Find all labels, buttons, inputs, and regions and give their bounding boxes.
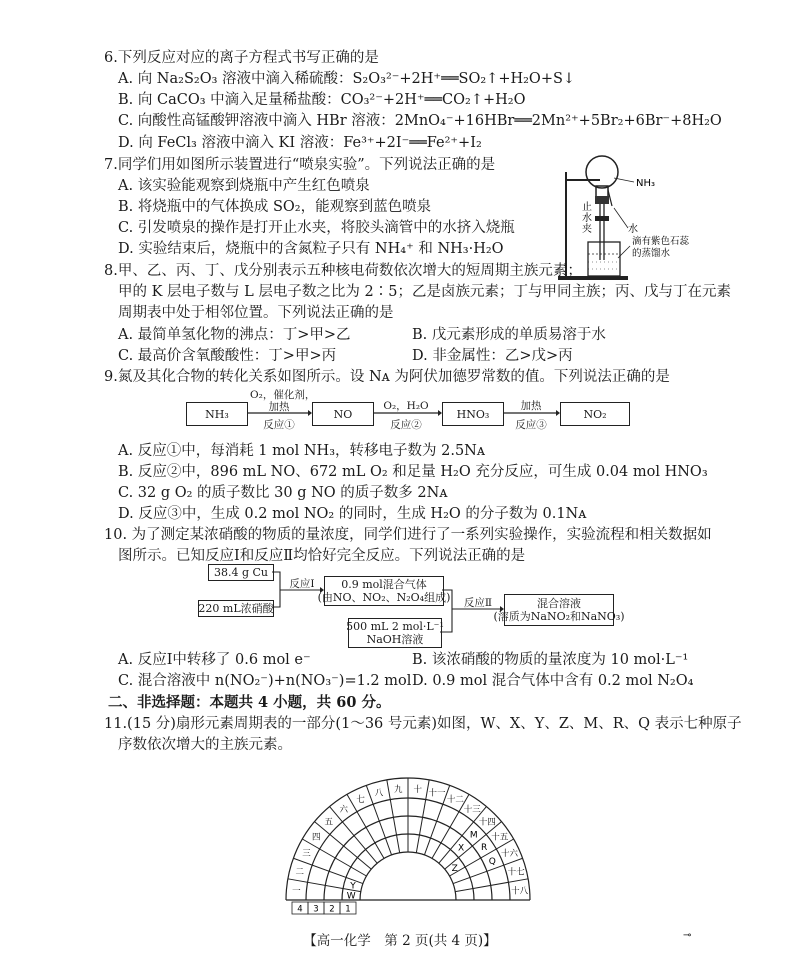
flow9-r2-bottom: 反应② xyxy=(390,419,422,431)
fig7-clamp-label-2: 水 xyxy=(582,213,592,224)
fan-period-label: 3 xyxy=(313,904,319,915)
fan-period-row xyxy=(292,902,356,915)
q6-option-d[interactable]: D. 向 FeCl₃ 溶液中滴入 KI 溶液：Fe³⁺+2I⁻══Fe²⁺+I₂ xyxy=(118,135,482,151)
flow9-r1-bottom: 反应① xyxy=(263,419,295,431)
q8-line-2: 甲的 K 层电子数与 L 层电子数之比为 2∶5；乙是卤族元素；丁与甲同主族；丙、戊与丁在元素 xyxy=(118,284,731,300)
q9-option-d[interactable]: D. 反应③中，生成 0.2 mol NO₂ 的同时，生成 H₂O 的分子数为 0.1Nᴀ xyxy=(118,506,587,522)
q6-option-c[interactable]: C. 向酸性高锰酸钾溶液中滴入 HBr 溶液：2MnO₄⁻+16HBr══2Mn²⁺+5Br₂+6Br⁻+8H₂O xyxy=(118,113,722,129)
q8-option-c[interactable]: C. 最高价含氧酸酸性：丁>甲>丙 xyxy=(118,348,337,364)
fan-group-label: 十二 xyxy=(446,794,464,805)
q6-stem: 6.下列反应对应的离子方程式书写正确的是 xyxy=(104,50,379,66)
fan-group-label: 二 xyxy=(295,867,305,878)
q10-option-d[interactable]: D. 0.9 mol 混合气体中含有 0.2 mol N₂O₄ xyxy=(412,673,694,689)
q8-option-d[interactable]: D. 非金属性：乙>戊>丙 xyxy=(412,348,573,364)
fan-element-x: X xyxy=(457,843,465,854)
q8-line-3: 周期表中处于相邻位置。下列说法正确的是 xyxy=(118,305,394,321)
corner-mark: ⊸ xyxy=(683,930,692,941)
q7-stem: 7.同学们用如图所示装置进行“喷泉实验”。下列说法正确的是 xyxy=(104,157,496,173)
q9-option-c[interactable]: C. 32 g O₂ 的质子数比 30 g NO 的质子数多 2Nᴀ xyxy=(118,485,448,501)
page-footer: 【高一化学 第 2 页(共 4 页)】 xyxy=(303,933,497,949)
fan-element-r: R xyxy=(481,843,488,854)
q10-option-a[interactable]: A. 反应Ⅰ中转移了 0.6 mol e⁻ xyxy=(118,652,311,668)
fan-element-m: M xyxy=(469,830,478,841)
q7-option-b[interactable]: B. 将烧瓶中的气体换成 SO₂，能观察到蓝色喷泉 xyxy=(118,199,432,215)
flow10-gas-line-1: 0.9 mol混合气体 xyxy=(341,578,427,591)
flow10-naoh-line-2: NaOH溶液 xyxy=(366,633,424,646)
flow9-r1-top2: 加热 xyxy=(268,401,290,413)
fan-period-label: 4 xyxy=(297,904,303,915)
fan-group-label: 九 xyxy=(393,784,403,795)
fig7-beaker-label-2: 的蒸馏水 xyxy=(632,248,671,259)
q10-option-c[interactable]: C. 混合溶液中 n(NO₂⁻)+n(NO₃⁻)=1.2 mol xyxy=(118,673,412,689)
q10-flow-diagram xyxy=(196,564,625,648)
q9-stem: 9.氮及其化合物的转化关系如图所示。设 Nᴀ 为阿伏加德罗常数的值。下列说法正确的是 xyxy=(104,369,670,385)
fan-group-label: 六 xyxy=(339,804,349,815)
fan-group-label: 十四 xyxy=(478,817,496,828)
flow10-arrows xyxy=(196,564,616,648)
q7-option-c[interactable]: C. 引发喷泉的操作是打开止水夹，将胶头滴管中的水挤入烧瓶 xyxy=(118,220,515,236)
fan-group-label: 五 xyxy=(324,817,334,828)
q11-line-2: 序数依次增大的主族元素。 xyxy=(118,737,292,753)
fan-group-label: 十六 xyxy=(500,849,519,860)
flow10-cu: 38.4 g Cu xyxy=(208,564,274,581)
flow9-nh3: NH₃ xyxy=(186,402,248,426)
q6-option-b[interactable]: B. 向 CaCO₃ 中滴入足量稀盐酸：CO₃²⁻+2H⁺══CO₂↑+H₂O xyxy=(118,92,526,108)
fan-group-label: 四 xyxy=(311,832,321,843)
flow9-r3-bottom: 反应③ xyxy=(515,419,547,431)
fan-group-label: 十七 xyxy=(507,867,525,878)
q11-stem: 11.(15 分)扇形元素周期表的一部分(1～36 号元素)如图，W、X、Y、Z、M、R、Q 表示七种原子 xyxy=(104,716,742,732)
flow9-r3-top: 加热 xyxy=(520,400,542,412)
q7-option-a[interactable]: A. 该实验能观察到烧瓶中产生红色喷泉 xyxy=(118,178,370,194)
fan-group-label: 十三 xyxy=(463,804,481,815)
flow10-naoh-line-1: 500 mL 2 mol·L⁻¹ xyxy=(346,620,444,633)
fan-group-label: 八 xyxy=(374,788,384,799)
q7-option-d[interactable]: D. 实验结束后，烧瓶中的含氮粒子只有 NH₄⁺ 和 NH₃·H₂O xyxy=(118,241,504,257)
fan-periodic-table xyxy=(258,760,558,916)
fan-element-y: Y xyxy=(350,881,356,892)
section-2-heading: 二、非选择题：本题共 4 小题，共 60 分。 xyxy=(108,694,391,711)
q8-option-a[interactable]: A. 最简单氢化物的沸点：丁>甲>乙 xyxy=(118,327,351,343)
flow10-mix-line-1: 混合溶液 xyxy=(537,597,581,610)
fig7-clamp-label-1: 止 xyxy=(582,202,592,213)
q6-option-a[interactable]: A. 向 Na₂S₂O₃ 溶液中滴入稀硫酸：S₂O₃²⁻+2H⁺══SO₂↑+H₂O+S↓ xyxy=(118,71,576,87)
fan-group-label: 十 xyxy=(413,784,423,795)
q8-stem: 8.甲、乙、丙、丁、戊分别表示五种核电荷数依次增大的短周期主族元素； xyxy=(104,263,582,279)
fan-group-label: 三 xyxy=(302,849,311,860)
flow10-mix-line-2: (溶质为NaNO₂和NaNO₃) xyxy=(493,610,625,623)
flow9-r2-top: O₂，H₂O xyxy=(383,400,429,412)
fig7-water-label: 水 xyxy=(628,224,638,235)
q10-line-2: 图所示。已知反应Ⅰ和反应Ⅱ均恰好完全反应。下列说法正确的是 xyxy=(118,548,526,564)
flow9-hno3: HNO₃ xyxy=(442,402,504,426)
flow10-gas-line-2: (由NO、NO₂、N₂O₄组成) xyxy=(317,591,451,604)
flow9-r1-top1: O₂，催化剂， xyxy=(250,389,316,401)
fan-group-label: 十五 xyxy=(491,832,509,843)
q8-option-b[interactable]: B. 戊元素形成的单质易溶于水 xyxy=(412,327,606,343)
fig7-gas-label: NH₃ xyxy=(636,178,656,189)
flow9-no: NO xyxy=(312,402,374,426)
fan-period-label: 1 xyxy=(345,904,351,915)
flow10-acid: 220 mL浓硝酸 xyxy=(198,602,274,615)
fan-element-z: Z xyxy=(451,863,458,874)
flow9-no2: NO₂ xyxy=(560,402,630,426)
fan-group-label: 七 xyxy=(356,794,365,805)
fan-element-q: Q xyxy=(488,857,496,868)
q9-option-b[interactable]: B. 反应②中，896 mL NO、672 mL O₂ 和足量 H₂O 充分反应，可生成 0.04 mol HNO₃ xyxy=(118,464,708,480)
q9-flow-diagram xyxy=(180,388,660,440)
fig7-beaker-label-1: 滴有紫色石蕊 xyxy=(632,236,690,247)
fig7-clamp-label-3: 夹 xyxy=(582,224,592,235)
fan-group-label: 一 xyxy=(292,886,301,897)
fan-period-label: 2 xyxy=(329,904,335,915)
flow10-r2-label: 反应Ⅱ xyxy=(463,597,493,609)
fan-element-w: W xyxy=(346,891,356,902)
fan-group-label: 十八 xyxy=(511,886,529,897)
q10-option-b[interactable]: B. 该浓硝酸的物质的量浓度为 10 mol·L⁻¹ xyxy=(412,652,689,668)
q10-stem: 10. 为了测定某浓硝酸的物质的量浓度，同学们进行了一系列实验操作，实验流程和相关数据如 xyxy=(104,527,712,543)
flow10-r1-label: 反应Ⅰ xyxy=(289,578,315,590)
q9-option-a[interactable]: A. 反应①中，每消耗 1 mol NH₃，转移电子数为 2.5Nᴀ xyxy=(118,443,486,459)
fan-group-label: 十一 xyxy=(428,788,446,799)
